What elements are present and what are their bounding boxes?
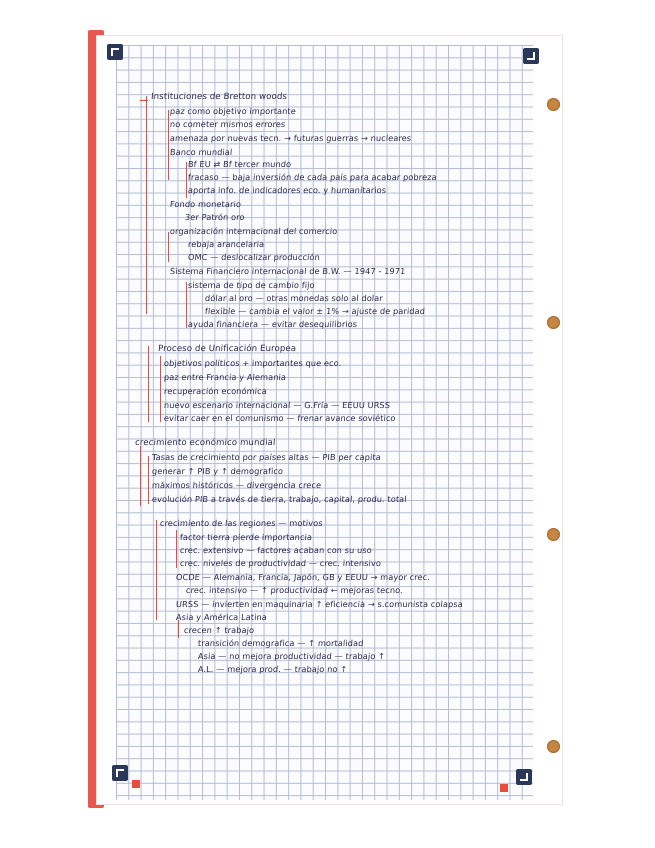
note-line: URSS — invierten en maquinaria ↑ eficiencia → s.comunista colapsa — [175, 599, 464, 609]
note-line: objetivos políticos + importantes que eco. — [163, 358, 342, 368]
note-line: máximos históricos — divergencia crece — [151, 480, 322, 490]
note-line: aporta info. de indicadores eco. y humanitarios — [187, 185, 387, 195]
note-line: OCDE — Alemania, Francia, Japón, GB y EEUU → mayor crec. — [175, 572, 431, 582]
note-line: Asia — no mejora productividad — trabajo ↑ — [197, 651, 386, 661]
note-line: paz como objetivo importante — [169, 106, 297, 116]
note-line: Tasas de crecimiento por países altas — PIB per capita — [151, 452, 382, 462]
note-line: Fondo monetario — [169, 199, 242, 209]
note-line: generar ↑ PIB y ↑ demografico — [151, 466, 284, 476]
note-line: no cometer mismos errores — [169, 119, 286, 129]
note-line: evitar caer en el comunismo — frenar avance soviético — [163, 413, 396, 423]
note-line: Banco mundial — [169, 147, 233, 157]
note-line: fracaso — baja inversión de cada país para acabar pobreza — [187, 172, 438, 182]
note-line: organización internacional del comercio — [169, 226, 338, 236]
note-line: crecimiento de las regiones — motivos — [159, 518, 324, 528]
note-line: ayuda financiera — evitar desequilibrios — [187, 319, 358, 329]
note-line: flexible — cambia el valor ± 1% → ajuste de paridad — [204, 306, 426, 316]
heading-crecimiento: crecimiento económico mundial — [134, 438, 276, 448]
note-line: amenaza por nuevas tecn. → futuras guerras → nucleares — [169, 133, 412, 143]
note-line: Asia y América Latina — [175, 612, 268, 622]
note-line: dólar al oro — otras monedas solo al dolar — [204, 293, 384, 303]
heading-bretton-woods: Instituciones de Bretton woods — [150, 92, 288, 102]
note-line: crecen ↑ trabajo — [183, 625, 255, 635]
heading-union-europea: Proceso de Unificación Europea — [157, 344, 297, 354]
note-line: rebaja arancelaria — [187, 239, 265, 249]
note-line: crec. intensivo — ↑ productividad ← mejoras tecno. — [185, 585, 404, 595]
note-line: sistema de tipo de cambio fijo — [187, 280, 315, 290]
note-line: crec. niveles de productividad — crec. intensivo — [179, 558, 382, 568]
note-line: transición demografica — ↑ mortalidad — [197, 638, 364, 648]
note-line: recuperación económica — [163, 386, 268, 396]
note-line: A.L. — mejora prod. — trabajo no ↑ — [197, 664, 348, 674]
note-line: paz entre Francia y Alemania — [163, 372, 287, 382]
note-line: Sistema Financiero internacional de B.W. — 1947 - 1971 — [169, 266, 406, 276]
note-line: Bf EU ⇄ Bf tercer mundo — [187, 159, 292, 169]
note-line: 3er Patrón oro — [184, 212, 245, 222]
note-line: factor tierra pierde importancia — [179, 532, 313, 542]
note-line: crec. extensivo — factores acaban con su uso — [179, 545, 373, 555]
note-line: evolución PIB a través de tierra, trabajo, capital, produ. total — [151, 494, 408, 504]
note-line: OMC — deslocalizar producción — [187, 252, 321, 262]
note-line: nuevo escenario internacional — G.Fría — EEUU URSS — [163, 400, 391, 410]
